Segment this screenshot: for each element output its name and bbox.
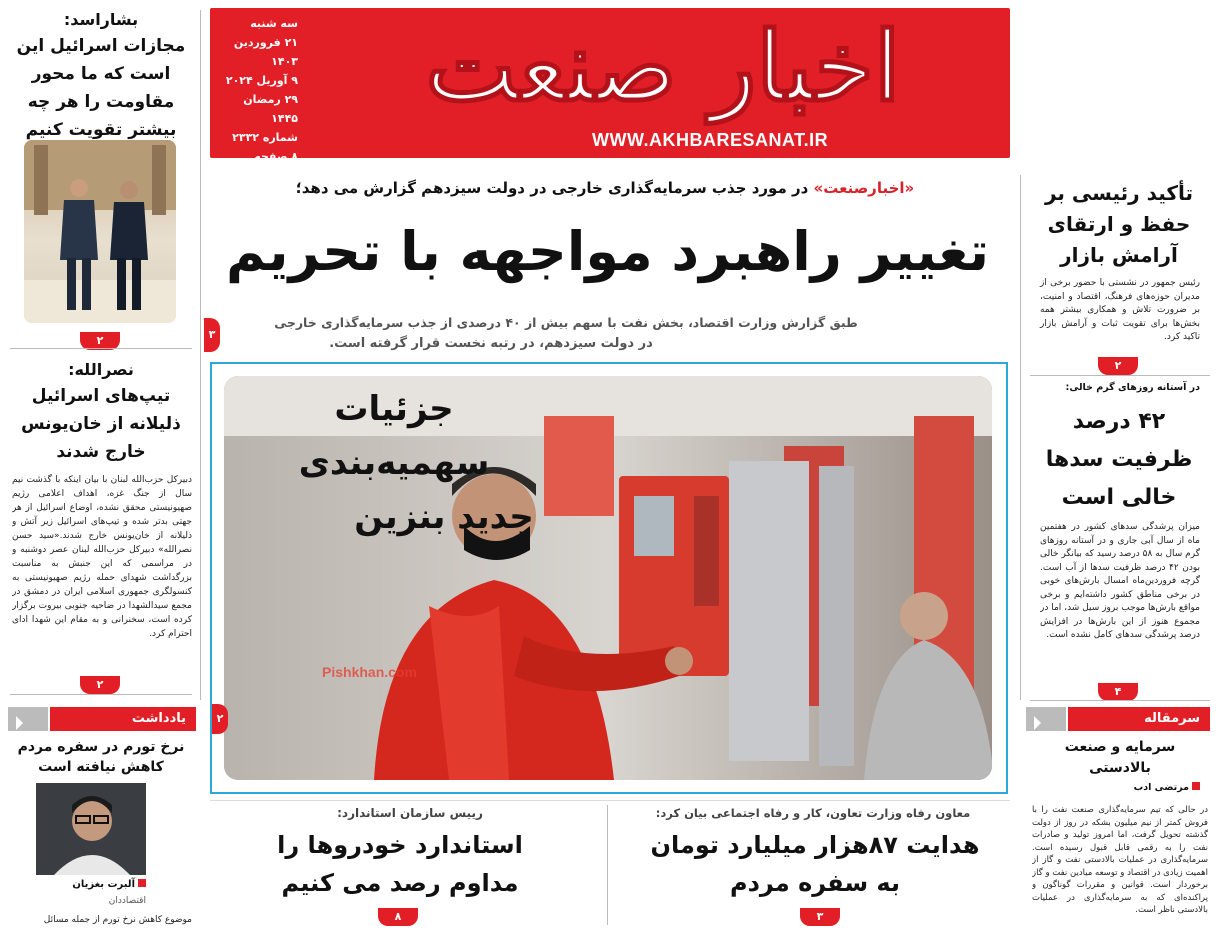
masthead-website[interactable]: WWW.AKHBARESANAT.IR — [592, 130, 829, 150]
photo-story-title — [234, 382, 554, 544]
right-rule-1 — [1030, 375, 1210, 376]
standard-page-badge[interactable]: ۸ — [378, 908, 418, 926]
page-count: ۸ صفحه — [254, 150, 298, 163]
note-author-name — [40, 879, 146, 890]
author-marker — [138, 879, 146, 887]
issue-number: شماره ۲۳۳۲ — [232, 131, 298, 144]
editorial-headline[interactable]: سرمایه و صنعت بالادستی — [1064, 739, 1176, 776]
note-arrow-icon — [8, 707, 48, 731]
photo-title-line1: جزئیات سهمیه‌بندی — [298, 389, 490, 483]
masthead-date-block — [218, 14, 298, 185]
welfare-page-badge[interactable]: ۳ — [800, 908, 840, 926]
lead-sub-line2: در دولت سیزدهم، در رتبه نخست قرار گرفته است. — [329, 336, 653, 351]
divider-right — [1020, 175, 1021, 700]
photo-page-badge[interactable]: ۲ — [212, 704, 228, 734]
bottom-rule — [210, 800, 1010, 801]
photo-story-frame[interactable] — [210, 362, 1008, 794]
date-persian: ۲۱ فروردین ۱۴۰۳ — [233, 36, 298, 68]
note-author-photo — [36, 783, 146, 875]
nasrallah-page-badge[interactable]: ۲ — [80, 676, 120, 694]
dams-page-badge[interactable]: ۴ — [1098, 683, 1138, 701]
lead-headline[interactable]: تغییر راهبرد مواجهه با تحریم — [225, 220, 990, 283]
dams-body: میزان پرشدگی سدهای کشور در هفتمین ماه از سال آبی جاری و در آستانه روزهای گرم سال به ۵۸ درصد رسید که بیانگر خالی بودن ۴۲ درصد ظرفیت سدها از آب است. گرچه فروردین‌ماه امسال بارش‌های خوبی در برخی مناطق کشور داشته‌ایم و برخی مواقع بارش‌ها موجب بروز سیل شد، اما در مجموع هنوز از این بارش‌ها در افزایش درصد پرشدگی سدهای کامل نشده است. — [1040, 522, 1200, 640]
note-headline[interactable]: نرخ تورم در سفره مردم کاهش نیافته است — [17, 739, 185, 775]
date-weekday: سه شنبه — [250, 17, 298, 30]
raisi-body: رئیس جمهور در نشستی با حضور برخی از مدیران حوزه‌های فرهنگ، اقتصاد و امنیت، بر ضرورت تلاش و همکاری بیشتر همه بخش‌ها برای تقویت ثبات و آرامش بازار تاکید کرد. — [1040, 278, 1200, 342]
photo-title-line2: جدید بنزین — [354, 497, 534, 537]
note-body: موضوع کاهش نرخ تورم از جمله مسائل — [43, 915, 192, 925]
standard-kicker: رییس سازمان استاندارد: — [337, 806, 483, 820]
editorial-author-marker — [1192, 782, 1200, 790]
editorial-body: در حالی که تیم سرمایه‌گذاری صنعت نفت را با فروش کمتر از نیم میلیون بشکه در روز از دولت گذشته تحویل گرفت، اما امروز تولید و صادرات نفت را به رقمی قابل قبول رسیده است. سرمایه‌گذاری در عملیات بالادستی نفت و گاز از اهمیت زیادی در اقتصاد و توسعه میادین نفت و گاز برخوردار است. قوانین و مقررات گوناگون و پراکنده‌ای که به سرمایه‌گذاری در عملیات بالادستی ناظر است. — [1032, 805, 1208, 915]
left-rule-2 — [10, 694, 192, 695]
nasrallah-story[interactable] — [10, 358, 192, 466]
right-rule-2 — [1030, 700, 1210, 701]
price: ۵۰۰۰ تومان — [235, 169, 298, 182]
welfare-kicker: معاون رفاه وزارت تعاون، کار و رفاه اجتماعی بیان کرد: — [655, 806, 971, 820]
lead-sub-line1: طبق گزارش وزارت اقتصاد، بخش نفت با سهم بیش از ۴۰ درصدی از جذب سرمایه‌گذاری خارجی — [274, 315, 858, 330]
raisi-page-badge[interactable]: ۲ — [1098, 357, 1138, 375]
nasrallah-body: دبیرکل حزب‌الله لبنان با بیان اینکه با گذشت نیم سال از جنگ غزه، اهداف اعلامی رژیم صهیونیستی محقق نشده، اوضاع اسرائیل از هر جهتی بدتر شده و تیپ‌های اسرائیل زیر آتش و ذلیلانه از خان‌یونس خارج شدند.«سید حسن نصرالله» دبیرکل حزب‌الله لبنان عصر دوشنبه و در مراسمی که این جنبش به مناسبت بزرگداشت شهدای حمله رژیم صهیونیستی به کنسولگری جمهوری اسلامی ایران در دمشق در مجمع سیدالشهدا در ضاحیه جنوبی بیروت برگزار کرده است، سخنرانی و به مقام این شهدا ادای احترام کرد. — [12, 475, 192, 639]
date-gregorian: ۹ آوریل ۲۰۲۴ — [225, 74, 298, 87]
left-rule-1 — [10, 348, 192, 349]
assad-headline: مجازات اسرائیل این است که ما محور مقاومت را هر چه بیشتر تقویت کنیم — [16, 36, 186, 140]
masthead — [210, 8, 1010, 182]
standard-headline[interactable]: استاندارد خودروها را مداوم رصد می کنیم — [277, 831, 523, 897]
nasrallah-headline: تیپ‌های اسرائیل ذلیلانه از خان‌یونس خارج شدند — [21, 386, 181, 462]
lead-sub — [226, 312, 906, 354]
date-hijri: ۲۹ رمضان ۱۴۴۵ — [243, 93, 298, 125]
author-portrait — [36, 783, 146, 875]
lead-kicker-source: «اخبارصنعت» — [813, 179, 915, 197]
lead-kicker — [215, 179, 995, 197]
editorial-section-header: سرمقاله — [1068, 707, 1210, 731]
editorial-author-label: مرتضی ادب — [1133, 782, 1189, 793]
editorial-author — [1100, 782, 1200, 793]
assad-story[interactable] — [10, 8, 192, 144]
officials-illustration — [24, 140, 176, 323]
masthead-logo: اخبار صنعت — [425, 10, 901, 123]
assad-photo — [24, 140, 176, 323]
editorial-arrow-icon — [1026, 707, 1066, 731]
lead-kicker-text: در مورد جذب سرمایه‌گذاری خارجی در دولت سیزدهم گزارش می دهد؛ — [295, 179, 809, 197]
divider-left — [200, 10, 201, 700]
welfare-headline[interactable]: هدایت ۸۷هزار میلیارد تومان به سفره مردم — [650, 831, 980, 897]
photo-watermark: Pishkhan.com — [322, 664, 417, 680]
raisi-headline[interactable]: تأکید رئیسی بر حفظ و ارتقای آرامش بازار — [1044, 181, 1194, 267]
note-author-title: اقتصاددان — [108, 896, 146, 906]
divider-bottom-mid — [607, 805, 608, 925]
lead-page-badge[interactable]: ۳ — [204, 318, 220, 352]
nasrallah-kicker: نصرالله: — [68, 360, 134, 379]
assad-kicker: بشاراسد: — [63, 10, 139, 29]
dams-headline[interactable]: ۴۲ درصد ظرفیت سدها خالی است — [1045, 409, 1193, 510]
dams-kicker: در آستانه روزهای گرم خالی: — [1065, 382, 1200, 393]
note-section-header: یادداشت — [50, 707, 196, 731]
note-author-label: آلبرت بغزیان — [72, 879, 135, 890]
assad-page-badge[interactable]: ۲ — [80, 332, 120, 350]
